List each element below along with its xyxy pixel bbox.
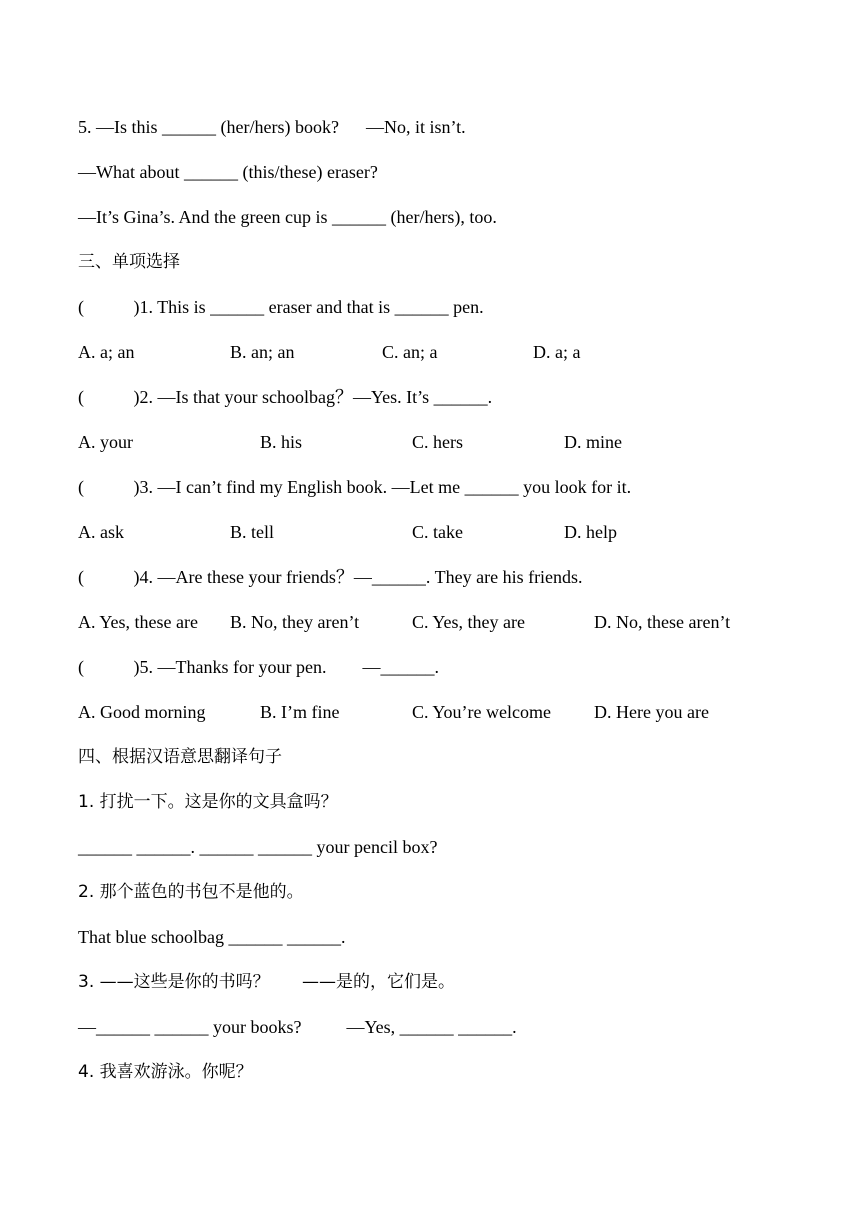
translate-answer-3: —______ ______ your books? —Yes, ______ ______. <box>78 1017 517 1037</box>
mc-q5-option-a: A. Good morning <box>78 702 206 722</box>
translate-prompt-4: 4. 我喜欢游泳。你呢？ <box>78 1062 253 1082</box>
mc-q4-option-a: A. Yes, these are <box>78 612 198 632</box>
mc-q5-option-b: B. I’m fine <box>260 702 340 722</box>
mc-question-5: ( )5. —Thanks for your pen. —______. <box>78 657 439 677</box>
mc-q3-option-d: D. help <box>564 522 617 542</box>
fill-q5-line2: —What about ______ (this/these) eraser? <box>78 162 378 182</box>
mc-q1-option-b: B. an; an <box>230 342 295 362</box>
section3-heading: 三、单项选择 <box>78 252 180 272</box>
translate-prompt-3: 3. ——这些是你的书吗？ ——是的，它们是。 <box>78 972 456 992</box>
mc-q2-option-b: B. his <box>260 432 303 452</box>
mc-q1-option-d: D. a; a <box>533 342 581 362</box>
mc-q4-option-d: D. No, these aren’t <box>594 612 731 632</box>
fill-q5-line3: —It’s Gina’s. And the green cup is ______ (her/hers), too. <box>78 207 497 227</box>
translate-answer-1: ______ ______. ______ ______ your pencil box? <box>78 837 438 857</box>
mc-q2-option-d: D. mine <box>564 432 622 452</box>
mc-q3-option-c: C. take <box>412 522 463 542</box>
mc-q5-option-c: C. You’re welcome <box>412 702 551 722</box>
mc-q3-option-a: A. ask <box>78 522 124 542</box>
translate-prompt-2: 2. 那个蓝色的书包不是他的。 <box>78 882 304 902</box>
mc-q4-option-b: B. No, they aren’t <box>230 612 360 632</box>
mc-question-3: ( )3. —I can’t find my English book. —Let me ______ you look for it. <box>78 477 632 497</box>
mc-q3-option-b: B. tell <box>230 522 274 542</box>
translate-answer-2: That blue schoolbag ______ ______. <box>78 927 346 947</box>
mc-q4-option-c: C. Yes, they are <box>412 612 525 632</box>
mc-q2-option-c: C. hers <box>412 432 463 452</box>
mc-q5-option-d: D. Here you are <box>594 702 709 722</box>
mc-q2-option-a: A. your <box>78 432 133 452</box>
mc-question-2: ( )2. —Is that your schoolbag？—Yes. It’s ______. <box>78 387 493 407</box>
translate-prompt-1: 1. 打扰一下。这是你的文具盒吗？ <box>78 792 338 812</box>
fill-q5-line1: 5. —Is this ______ (her/hers) book? —No, it isn’t. <box>78 117 466 137</box>
section4-heading: 四、根据汉语意思翻译句子 <box>78 747 282 767</box>
mc-question-4: ( )4. —Are these your friends？—______. They are his friends. <box>78 567 583 587</box>
mc-question-1: ( )1. This is ______ eraser and that is ______ pen. <box>78 297 484 317</box>
mc-q1-option-a: A. a; an <box>78 342 135 362</box>
mc-q1-option-c: C. an; a <box>382 342 438 362</box>
